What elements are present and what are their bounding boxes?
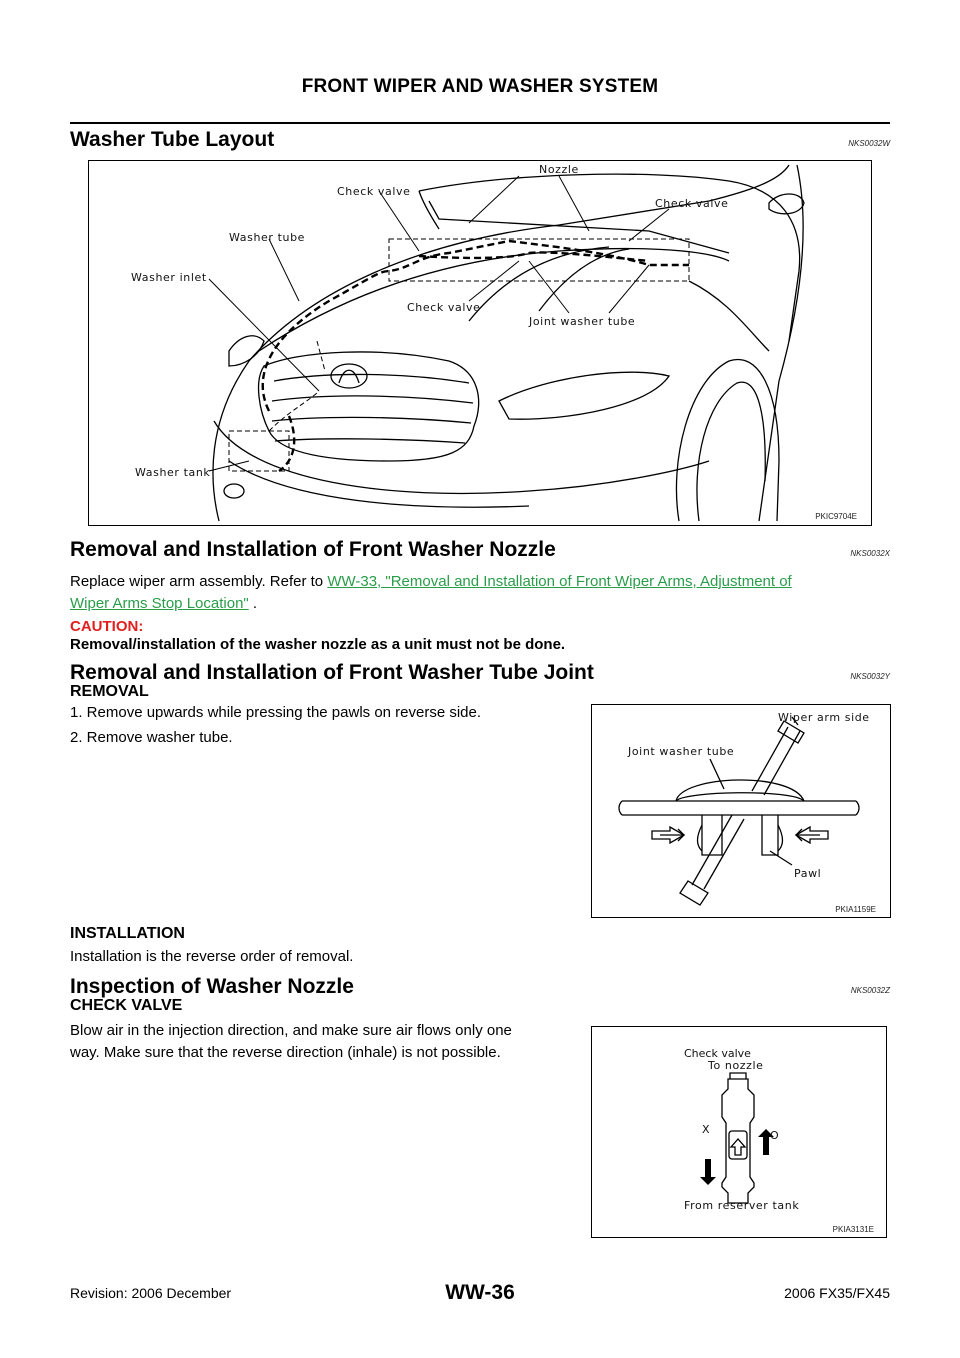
footer-revision: Revision: 2006 December bbox=[70, 1285, 232, 1301]
section-title-front-washer-nozzle: Removal and Installation of Front Washer Nozzle bbox=[70, 538, 556, 561]
fig1-label-check-valve-left: Check valve bbox=[337, 185, 411, 198]
nozzle-text-suffix: . bbox=[248, 595, 258, 612]
check-valve-heading: CHECK VALVE bbox=[70, 997, 183, 1014]
check-valve-paragraph bbox=[70, 1020, 580, 1064]
installation-text: Installation is the reverse order of removal. bbox=[70, 948, 354, 965]
joint-tube-illustration bbox=[592, 705, 890, 917]
nozzle-text-prefix: Replace wiper arm assembly. Refer to bbox=[70, 573, 328, 590]
footer-page-number: WW-36 bbox=[445, 1281, 515, 1304]
fig3-label-to-nozzle: To nozzle bbox=[708, 1059, 764, 1072]
section-title-front-washer-tube-joint: Removal and Installation of Front Washer Tube Joint bbox=[70, 661, 594, 684]
section-title-washer-tube-layout: Washer Tube Layout bbox=[70, 128, 275, 151]
footer-model: 2006 FX35/FX45 bbox=[784, 1285, 890, 1301]
washer-tube-layout-figure bbox=[88, 160, 872, 526]
fig1-label-washer-inlet: Washer inlet bbox=[131, 271, 207, 284]
section-code: NKS0032Y bbox=[850, 672, 890, 681]
fig3-label-o: O bbox=[770, 1129, 780, 1142]
removal-step-2: 2. Remove washer tube. bbox=[70, 729, 233, 746]
fig1-label-joint-washer-tube: Joint washer tube bbox=[529, 315, 636, 328]
fig2-code: PKIA1159E bbox=[835, 905, 876, 914]
check-valve-line-1: Blow air in the injection direction, and make sure air flows only one bbox=[70, 1022, 512, 1039]
removal-step-1: 1. Remove upwards while pressing the pawls on reverse side. bbox=[70, 704, 482, 721]
car-front-illustration bbox=[89, 161, 871, 525]
ww33-reference-link[interactable]: WW-33, "Removal and Installation of Front Wiper Arms, Adjustment of bbox=[327, 573, 792, 590]
section-code: NKS0032X bbox=[850, 549, 890, 558]
fig3-code: PKIA3131E bbox=[832, 1225, 874, 1234]
page-header-title: FRONT WIPER AND WASHER SYSTEM bbox=[301, 76, 659, 97]
fig3-label-x: X bbox=[702, 1123, 711, 1136]
ww33-reference-link-cont[interactable]: Wiper Arms Stop Location" bbox=[70, 595, 249, 612]
fig1-label-nozzle: Nozzle bbox=[539, 163, 579, 176]
fig3-label-check-valve: Check valve bbox=[684, 1047, 751, 1060]
fig1-code: PKIC9704E bbox=[815, 512, 857, 521]
caution-heading: CAUTION: bbox=[70, 618, 144, 635]
fig2-label-wiper-arm-side: Wiper arm side bbox=[778, 711, 870, 724]
fig3-label-from-reserver-tank: From reserver tank bbox=[684, 1199, 800, 1212]
section-code: NKS0032W bbox=[848, 139, 890, 148]
joint-washer-tube-figure bbox=[591, 704, 891, 918]
fig1-label-washer-tube: Washer tube bbox=[229, 231, 306, 244]
header-rule bbox=[70, 122, 890, 124]
check-valve-figure bbox=[591, 1026, 887, 1238]
caution-text: Removal/installation of the washer nozzle as a unit must not be done. bbox=[70, 636, 566, 653]
fig1-label-check-valve-right: Check valve bbox=[655, 197, 729, 210]
fig2-label-pawl: Pawl bbox=[794, 867, 822, 880]
fig2-label-joint-washer-tube: Joint washer tube bbox=[628, 745, 735, 758]
removal-heading: REMOVAL bbox=[70, 683, 149, 700]
installation-heading: INSTALLATION bbox=[70, 925, 185, 942]
fig1-label-check-valve-center: Check valve bbox=[407, 301, 481, 314]
check-valve-line-2: way. Make sure that the reverse direction (inhale) is not possible. bbox=[70, 1044, 501, 1061]
section-code: NKS0032Z bbox=[850, 986, 890, 995]
fig1-label-washer-tank: Washer tank bbox=[135, 466, 211, 479]
section-title-inspection-washer-nozzle: Inspection of Washer Nozzle bbox=[70, 975, 354, 998]
nozzle-paragraph bbox=[70, 571, 890, 615]
check-valve-illustration bbox=[592, 1027, 886, 1237]
